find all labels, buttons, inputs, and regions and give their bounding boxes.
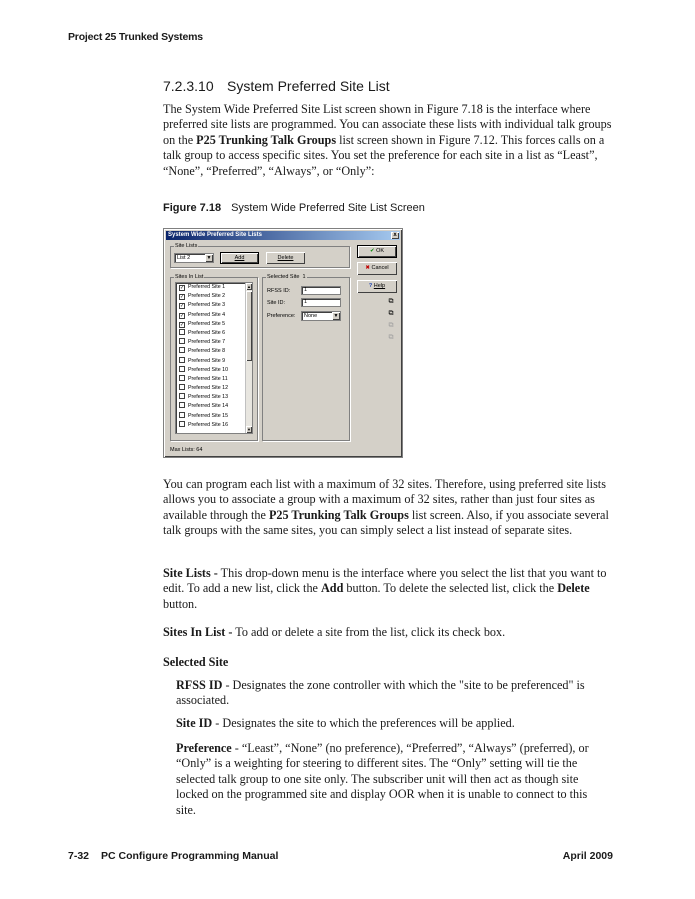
site-list-item[interactable] [176,375,252,384]
site-checkbox[interactable] [179,366,185,372]
figure-caption-text: System Wide Preferred Site List Screen [231,202,425,214]
copy-icon[interactable]: ⧉ [388,298,394,305]
delete-button-label: Delete [277,255,294,261]
site-list-item[interactable] [176,412,252,421]
figure-caption [163,202,613,214]
site-checkbox[interactable]: ✓ [180,303,185,310]
site-checkbox[interactable]: ✓ [180,321,185,328]
sites-list [175,282,253,434]
page-footer-date: April 2009 [562,850,613,862]
site-name: Preferred Site 8 [188,348,226,355]
selected-site-heading: Selected Site [163,655,229,669]
site-name: Preferred Site 2 [188,293,226,300]
section-title [163,78,613,94]
page-footer-left [68,850,278,862]
dialog-titlebar [166,231,400,240]
copy-disabled-icon: ⧉ [388,322,394,329]
site-checkbox[interactable] [179,412,185,418]
selected-site-label: Selected Site 1 [267,274,306,280]
max-lists-status: Max Lists: 64 [170,447,203,453]
site-name: Preferred Site 15 [188,412,229,419]
site-list-value: List 2 [177,255,191,261]
preference-select[interactable] [301,311,341,321]
help-button-label: Help [373,283,386,289]
site-list-item[interactable] [176,402,252,411]
site-checkbox[interactable] [179,421,185,427]
site-checkbox[interactable] [179,357,185,363]
site-id-definition: Site ID - Designates the site to which the preferences will be applied. [176,716,515,730]
help-question-icon: ? [368,283,373,289]
cancel-button[interactable] [357,262,397,275]
site-checkbox[interactable]: ✓ [180,312,185,319]
site-checkbox[interactable]: ✓ [180,294,185,301]
x-icon: ✖ [365,265,370,271]
intro-paragraph [163,102,613,179]
chevron-down-icon: ▼ [333,313,339,319]
section-number: 7.2.3.10 [163,78,214,94]
ok-button-label: OK [376,248,385,254]
checkmark-icon: ✔ [369,248,375,254]
rfss-id-input[interactable]: 1 [301,286,341,295]
sites-in-list-definition: Sites In List - To add or delete a site from the list, click its check box. [163,625,506,639]
add-button[interactable] [220,252,259,264]
manual-title: PC Configure Programming Manual [101,850,279,862]
site-name: Preferred Site 16 [188,421,229,428]
site-id-input[interactable]: 1 [301,298,341,307]
site-name: Preferred Site 1 [188,284,226,290]
site-list-item[interactable] [176,338,252,347]
site-id-label: Site ID: [267,300,286,306]
intro-text-2: list screen shown in Figure 7.12. This forces calls on a talk group to access specific sites. You set the preference for each site in a list as “Least”, “None”, “Preferred”, “Always”, or “Only”: [163,132,605,178]
sites-in-list-label: Sites In List [175,274,204,280]
site-list-item[interactable] [176,347,252,356]
site-lists-definition: Site Lists - This drop-down menu is the interface where you select the list that you want to edit. To add a new list, click the Add button. To delete the selected list, click the Delete button. [163,566,607,611]
close-icon[interactable]: x [391,232,399,239]
site-name: Preferred Site 3 [188,302,226,309]
site-list-item[interactable] [176,366,252,375]
site-name: Preferred Site 5 [188,320,226,327]
site-name: Preferred Site 13 [188,394,229,401]
delete-button[interactable] [266,252,305,264]
figure-label: Figure 7.18 [163,202,222,214]
ok-button[interactable] [357,245,397,258]
site-list-item[interactable] [176,292,252,301]
site-checkbox[interactable] [179,402,185,408]
help-button[interactable] [357,280,397,293]
cancel-button-label: Cancel [371,265,389,271]
scroll-up-icon[interactable]: ▲ [247,284,251,289]
site-checkbox[interactable] [179,393,185,399]
paragraph-max-sites: You can program each list with a maximum of 32 sites. Therefore, using preferred site lists allows you to associate a group with a maximum of 32 sites, rather than just four sites as available through the P25 Trunking Talk Groups list screen. Also, if you associate several talk groups with the same sites, you can simply select a list instead of separate sites. [163,477,609,538]
site-checkbox[interactable]: ✓ [180,285,185,291]
site-name: Preferred Site 11 [188,375,228,382]
list-scrollbar[interactable] [245,283,252,433]
site-checkbox[interactable] [179,375,185,381]
page-number: 7-32 [68,850,90,862]
preferred-site-lists-dialog [163,228,403,458]
rfss-id-label: RFSS ID: [267,288,291,294]
section-title-text: System Preferred Site List [227,78,390,94]
intro-text-1: The System Wide Preferred Site List screen shown in Figure 7.18 is the interface where preferred site lists are programmed. You can associate these lists with individual talk groups on the [163,102,612,147]
site-list-item[interactable] [176,393,252,402]
site-list-item[interactable] [176,329,252,338]
site-name: Preferred Site 9 [188,357,226,364]
site-lists-group-label: Site Lists [175,243,198,249]
site-checkbox[interactable] [179,338,185,344]
site-list-item[interactable] [176,283,252,292]
paste-icon[interactable]: ⧉ [388,310,394,317]
dialog-title: System Wide Preferred Site Lists [168,232,262,238]
site-checkbox[interactable] [179,347,185,353]
chevron-down-icon: ▼ [206,255,212,261]
site-name: Preferred Site 4 [188,311,226,318]
preference-definition: Preference - “Least”, “None” (no preference), “Preferred”, “Always” (preferred), or “Only” is a weighting for steering to different sites. The “Only” setting will tie the selected talk group to one site only. The subscriber unit will then act as though site locked on the programmed site and display OOR when it is unable to connect to this site. [176,741,589,817]
site-list-select[interactable] [174,253,214,263]
preference-value: None [304,313,318,319]
scroll-down-icon[interactable]: ▼ [247,427,251,432]
site-list-item[interactable] [176,421,252,430]
add-button-label: Add [234,255,245,261]
site-list-item[interactable] [176,357,252,366]
site-name: Preferred Site 12 [188,385,229,392]
site-list-item[interactable] [176,384,252,393]
intro-bold: P25 Trunking Talk Groups [196,132,337,147]
site-name: Preferred Site 10 [188,366,229,373]
site-list-item[interactable] [176,311,252,320]
site-name: Preferred Site 14 [188,403,229,410]
site-list-item[interactable] [176,320,252,329]
site-name: Preferred Site 7 [188,339,226,346]
paste-disabled-icon: ⧉ [388,334,394,341]
page-header: Project 25 Trunked Systems [68,31,203,43]
site-list-item[interactable] [176,301,252,310]
site-checkbox[interactable] [179,329,185,335]
rfss-id-definition: RFSS ID - Designates the zone controller with which the "site to be preferenced" is associated. [176,678,585,708]
site-checkbox[interactable] [179,384,185,390]
site-name: Preferred Site 6 [188,329,226,336]
scroll-thumb[interactable] [246,291,252,361]
preference-label: Preference: [267,313,296,319]
selected-site-number: 1 [302,274,306,280]
